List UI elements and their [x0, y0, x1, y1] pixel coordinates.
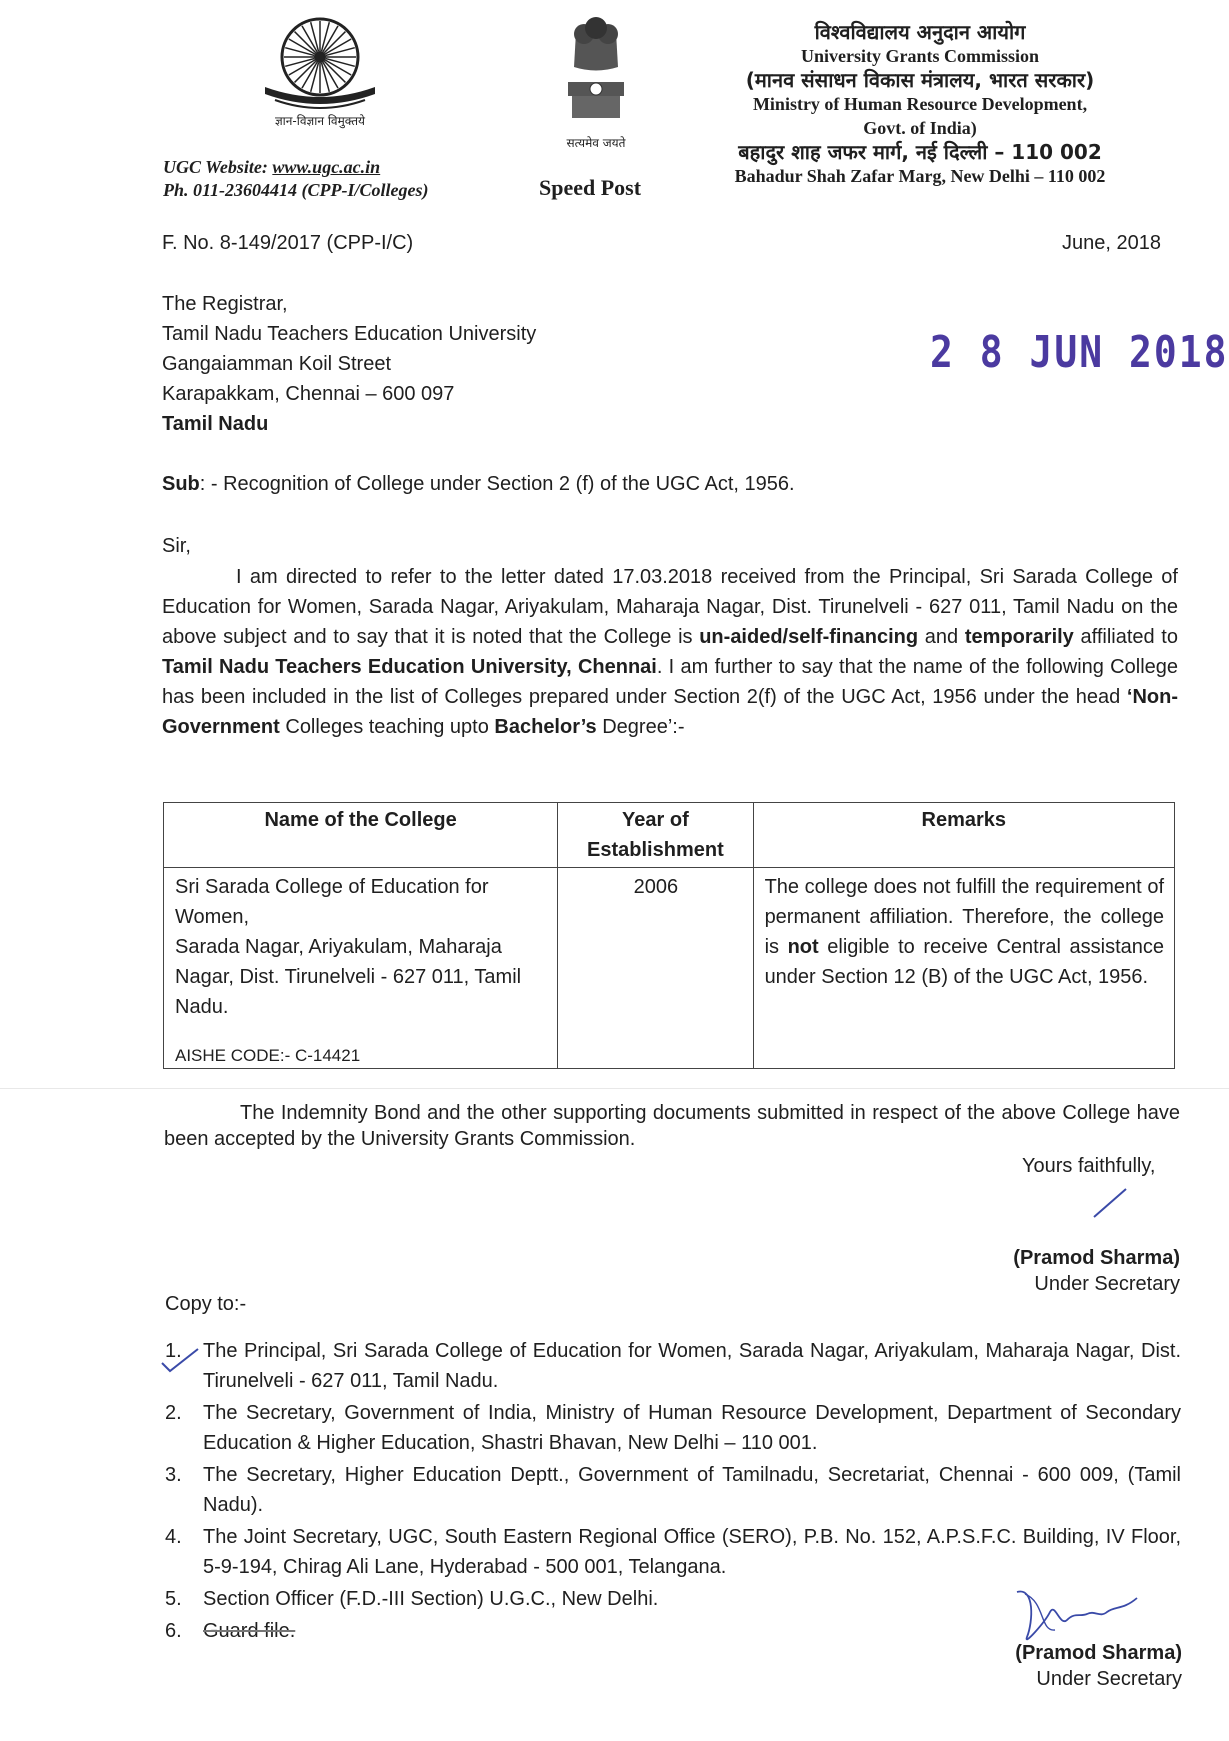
list-text: Guard file. [203, 1620, 296, 1642]
college-address: Sarada Nagar, Ariyakulam, Maharaja Nagar, Dist. Tirunelveli - 627 011, Tamil Nadu. [175, 936, 522, 1018]
para-text: and [918, 626, 965, 648]
para-quote: ‘ [1126, 686, 1133, 708]
received-date-stamp: 2 8 JUN 2018 [930, 326, 1229, 378]
national-emblem [546, 12, 646, 152]
letter-date: June, 2018 [1062, 232, 1161, 254]
year-cell: 2006 [558, 868, 753, 1069]
table-header-row [164, 803, 1175, 868]
list-text: The Principal, Sri Sarada College of Education for Women, Sarada Nagar, Ariyakulam, Maharaja Nagar, Dist. Tirunelveli - 627 011, Tamil Nadu. [203, 1340, 1181, 1392]
column-header: Year of Establishment [558, 803, 753, 868]
list-item [165, 1336, 1181, 1396]
college-name-cell [164, 868, 558, 1069]
indemnity-paragraph [164, 1100, 1180, 1152]
para-text: Degree’:- [596, 716, 685, 738]
subject-label: Sub [162, 473, 200, 495]
website-label: UGC Website: [163, 157, 268, 177]
website-link[interactable]: www.ugc.ac.in [272, 157, 381, 177]
ugc-logo [255, 12, 385, 132]
speed-post-label: Speed Post [539, 175, 642, 200]
indemnity-text: The Indemnity Bond and the other supporting documents submitted in respect of the above College have been accepted by the University Grants Commission. [164, 1102, 1180, 1150]
list-number: 5. [165, 1588, 182, 1610]
column-header: Remarks [753, 803, 1174, 868]
list-number: 1. [165, 1340, 182, 1362]
website-line [163, 157, 380, 178]
para-text: . I am further to say that the name of the following College has been included in the list of Colleges prepared under Section 2(f) of the UGC Act, 1956 under the head [162, 656, 1179, 708]
para-bold: un-aided/self-financing [699, 626, 919, 648]
list-item [165, 1522, 1181, 1582]
para-text: I am directed to refer to the letter dated 17.03.2018 received from the Principal, Sri Sarada College of Education for Women, Sarada Nagar, Ariyakulam, Maharaja Nagar, Dist. Tirunelveli - 627 011, Tamil Nadu on the above subject and to say that it is noted that the College is [162, 566, 1178, 648]
addressee-line: Karapakkam, Chennai – 600 097 [162, 383, 455, 405]
ugc-motto: ज्ञान-विज्ञान विमुक्तये [274, 114, 366, 128]
para-bold: Tamil Nadu Teachers Education University, Chennai [162, 656, 657, 678]
address-hindi: बहादुर शाह जफर मार्ग, नई दिल्ली – 110 002 [738, 140, 1102, 164]
list-number: 2. [165, 1402, 182, 1424]
subject-line [162, 473, 795, 496]
list-number: 3. [165, 1464, 182, 1486]
signer-name: (Pramod Sharma) [1015, 1642, 1182, 1664]
subject-text: : - Recognition of College under Section 2 (f) of the UGC Act, 1956. [199, 473, 795, 495]
list-text: The Secretary, Higher Education Deptt., Government of Tamilnadu, Secretariat, Chennai - 600 009, (Tamil Nadu). [203, 1464, 1181, 1516]
salutation: Sir, [162, 535, 191, 557]
aishe-code: AISHE CODE:- C-14421 [175, 1046, 361, 1065]
para-bold: Bachelor’s [494, 716, 597, 738]
addressee-block [162, 289, 536, 439]
addressee-line: The Registrar, [162, 293, 288, 315]
org-name-english: University Grants Commission [801, 46, 1039, 66]
file-number: F. No. 8-149/2017 (CPP-I/C) [162, 232, 414, 254]
phone-line: Ph. 011-23604414 (CPP-I/Colleges) [163, 180, 429, 200]
address-english: Bahadur Shah Zafar Marg, New Delhi – 110 002 [734, 166, 1106, 186]
list-text: Section Officer (F.D.-III Section) U.G.C., New Delhi. [203, 1588, 659, 1610]
addressee-state: Tamil Nadu [162, 413, 269, 435]
ministry-hindi: (मानव संसाधन विकास मंत्रालय, भारत सरकार) [745, 68, 1095, 92]
list-item [165, 1460, 1181, 1520]
addressee-line: Tamil Nadu Teachers Education University [162, 323, 537, 345]
closing: Yours faithfully, [1022, 1155, 1156, 1177]
ministry-english-line2: Govt. of India) [863, 118, 977, 138]
remarks-cell [753, 868, 1174, 1069]
college-name: Sri Sarada College of Education for Women, [175, 876, 489, 928]
body-paragraph [162, 562, 1178, 742]
para-text: Colleges teaching upto [279, 716, 495, 738]
paper-fold-line [0, 1088, 1229, 1089]
list-number: 4. [165, 1526, 182, 1548]
pen-mark-icon [1090, 1185, 1130, 1221]
header-org-block [700, 20, 1140, 188]
remarks-text: The college does not fulfill the requirement of permanent affiliation. Therefore, the college is [764, 876, 1164, 958]
college-table [163, 802, 1175, 1069]
list-number: 6. [165, 1620, 182, 1642]
list-text: The Secretary, Government of India, Ministry of Human Resource Development, Department of Secondary Education & Higher Education, Shastri Bhavan, New Delhi – 110 001. [203, 1402, 1181, 1454]
signer-title: Under Secretary [1034, 1273, 1180, 1295]
addressee-line: Gangaiamman Koil Street [162, 353, 392, 375]
ministry-english-line1: Ministry of Human Resource Development, [752, 94, 1088, 114]
table-row [164, 868, 1175, 1069]
emblem-motto: सत्यमेव जयते [566, 136, 626, 150]
column-header: Name of the College [164, 803, 558, 868]
signature-block-2 [900, 1640, 1182, 1692]
remarks-bold: not [787, 936, 819, 958]
signer-title: Under Secretary [1036, 1668, 1182, 1690]
signature-block [900, 1245, 1180, 1297]
para-text: affiliated to [1073, 626, 1178, 648]
org-name-hindi: विश्वविद्यालय अनुदान आयोग [814, 20, 1026, 44]
list-text: The Joint Secretary, UGC, South Eastern Regional Office (SERO), P.B. No. 152, A.P.S.F.C. Building, IV Floor, 5-9-194, Chirag Ali Lane, Hyderabad - 500 001, Telangana. [203, 1526, 1181, 1578]
signer-name: (Pramod Sharma) [1013, 1247, 1180, 1269]
list-item [165, 1398, 1181, 1458]
checkmark-icon [160, 1345, 200, 1375]
para-bold: Non-Government [162, 686, 1178, 738]
para-bold: temporarily [964, 626, 1074, 648]
remarks-text: eligible to receive Central assistance under Section 12 (B) of the UGC Act, 1956. [764, 936, 1164, 988]
copy-to-label: Copy to:- [165, 1293, 247, 1315]
